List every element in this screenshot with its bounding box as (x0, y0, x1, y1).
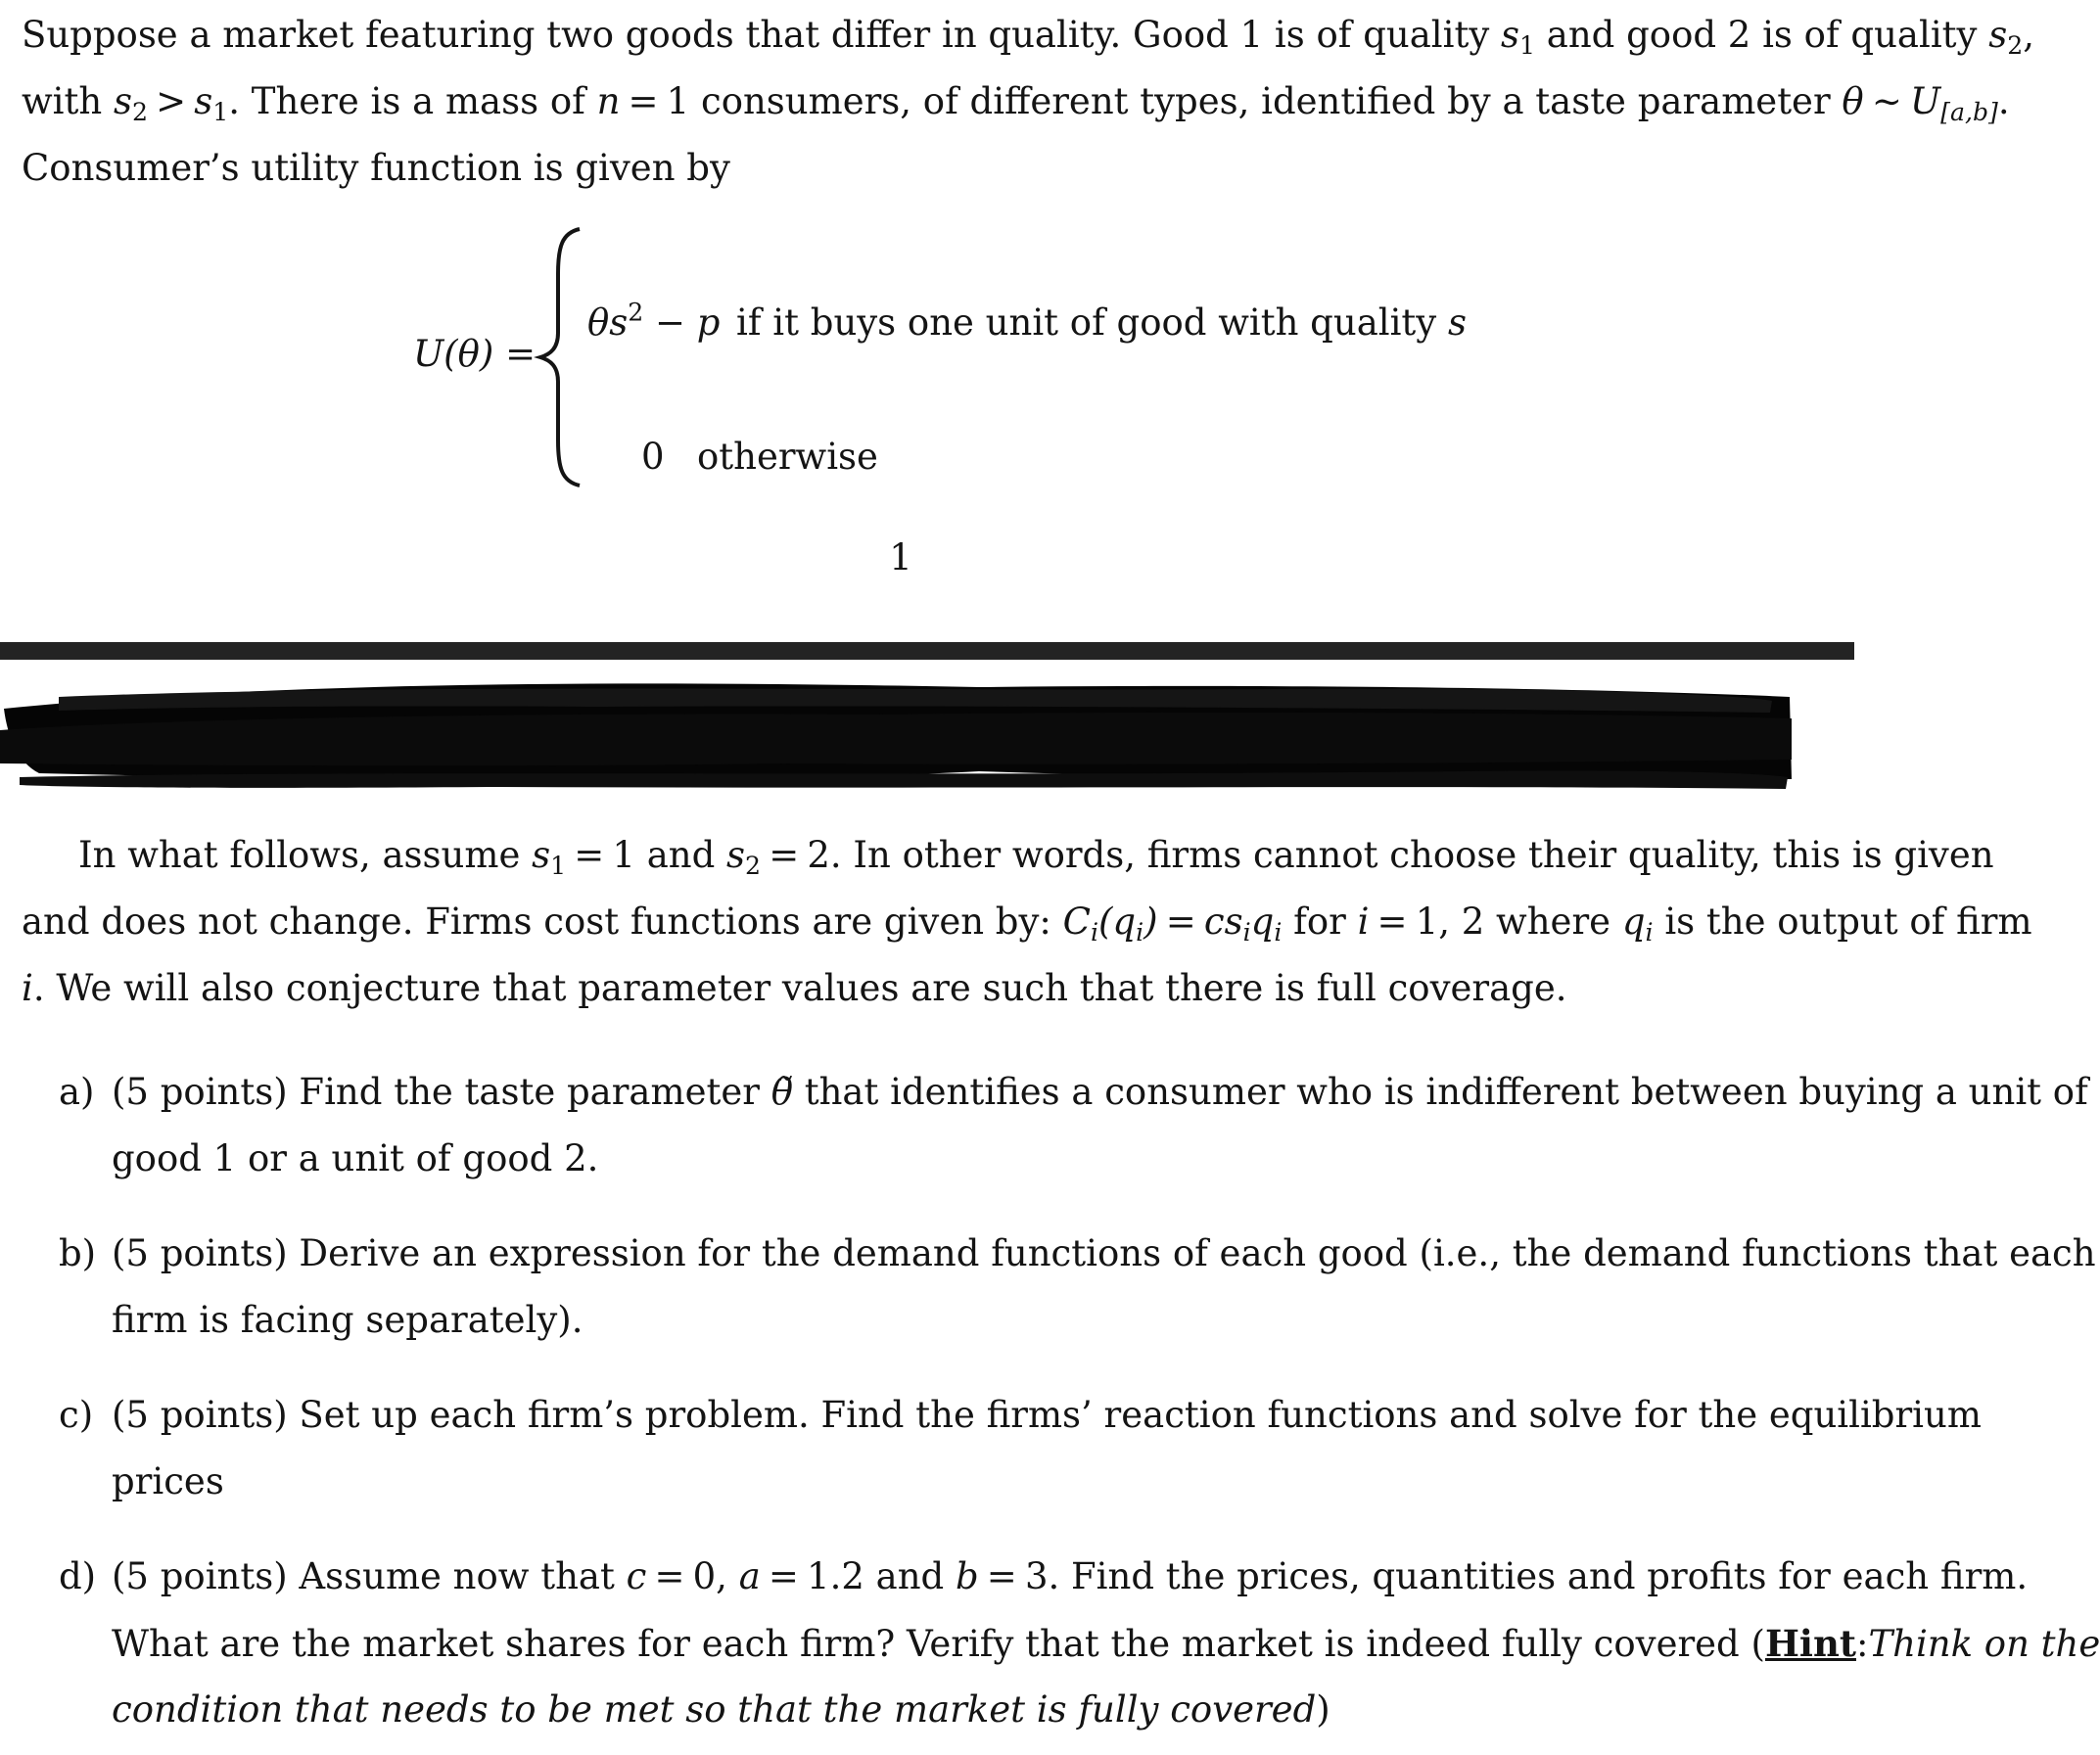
assumption-line-3: i. We will also conjecture that parameter values are such that there is full coverage. (22, 967, 1567, 1009)
question-d-line-1: (5 points) Assume now that c = 0, a = 1.2 and b = 3. Find the prices, quantities and profits for each firm. (112, 1555, 2029, 1597)
math-theta-dist: θ ∼ $U_{[a,b]}$. (1842, 80, 2010, 127)
question-d-line-2: What are the market shares for each firm? Verify that the market is indeed fully covered (Hint:Think on the (112, 1622, 2100, 1665)
utility-case-2-expr: 0 (641, 436, 665, 478)
page-divider (0, 642, 1854, 660)
intro-line-1 (22, 14, 2034, 61)
intro-text: . There is a mass of (228, 80, 585, 122)
question-c-line-2: prices (112, 1460, 224, 1502)
math-theta-tilde: θ̃ (770, 1071, 793, 1113)
math-i-eq: i = (1357, 901, 1408, 943)
utility-case-1 (587, 298, 721, 345)
utility-lhs: U(θ) = (413, 333, 537, 375)
assumption-line-2: and does not change. Firms cost functions are given by: $C_i(q_i) = cs_iq_i$ for i = 1, 2 where $q_i$ is the output of firm (22, 901, 2032, 947)
question-label: a) (59, 1071, 95, 1113)
math-n: n = (596, 80, 659, 122)
intro-text: Suppose a market featuring two goods that differ in quality. Good 1 is of quality (22, 14, 1490, 56)
intro-line-2 (22, 80, 2010, 127)
intro-line-3: Consumer’s utility function is given by (22, 147, 730, 189)
redaction-marker (0, 662, 1854, 808)
math-s2: $s_2$, (1988, 14, 2034, 61)
question-b-line-2: firm is facing separately). (112, 1299, 583, 1341)
question-d-line-3: condition that needs to be met so that the market is fully covered) (112, 1688, 1330, 1731)
question-d (59, 1555, 2100, 1751)
math-s2-eq: $s_2$ = (726, 834, 800, 881)
question-label: c) (59, 1394, 94, 1436)
hint-label: Hint (1764, 1622, 1856, 1665)
question-a-line-1: (5 points) Find the taste parameter θ̃ that identifies a consumer who is indifferent between buying a unit of (112, 1071, 2088, 1113)
assumption-line-1: In what follows, assume $s_1 = 1$ and $s_2 = 2$. In other words, firms cannot choose their quality, this is given (78, 834, 1994, 881)
math-cost-function: $C_i(q_i) = cs_iq_i$ (1062, 901, 1283, 947)
question-b (59, 1232, 2096, 1369)
utility-case-2-condition: otherwise (697, 436, 878, 478)
question-b-line-1: (5 points) Derive an expression for the demand functions of each good (i.e., the demand functions that each (112, 1232, 2096, 1274)
page-number: 1 (889, 536, 912, 578)
question-c (59, 1394, 1982, 1531)
question-label: b) (59, 1232, 97, 1274)
math-b-eq: b = (955, 1555, 1017, 1597)
question-a (59, 1071, 2088, 1208)
math-s2-gt-s1: $s_2 > s_1$ (113, 80, 229, 127)
math-a-eq: a = (738, 1555, 799, 1597)
math-c-eq: c = (626, 1555, 685, 1597)
math-s1-eq: $s_1$ = (532, 834, 605, 881)
math-qi: $q_i$ (1621, 901, 1654, 947)
utility-case-1-expr: $\theta s^2 - p$ (587, 298, 721, 344)
question-a-line-2: good 1 or a unit of good 2. (112, 1137, 599, 1179)
math-s1: $s_1$ (1501, 14, 1536, 61)
question-c-line-1: (5 points) Set up each firm’s problem. Find the firms’ reaction functions and solve for the equilibrium (112, 1394, 1982, 1436)
intro-text: and good 2 is of quality (1546, 14, 1978, 56)
left-brace-icon (537, 225, 585, 489)
intro-text: with (22, 80, 103, 122)
question-label: d) (59, 1555, 97, 1597)
utility-case-1-condition: if it buys one unit of good with quality s (736, 301, 1467, 344)
intro-text: 1 consumers, of different types, identified by a taste parameter (666, 80, 1831, 122)
